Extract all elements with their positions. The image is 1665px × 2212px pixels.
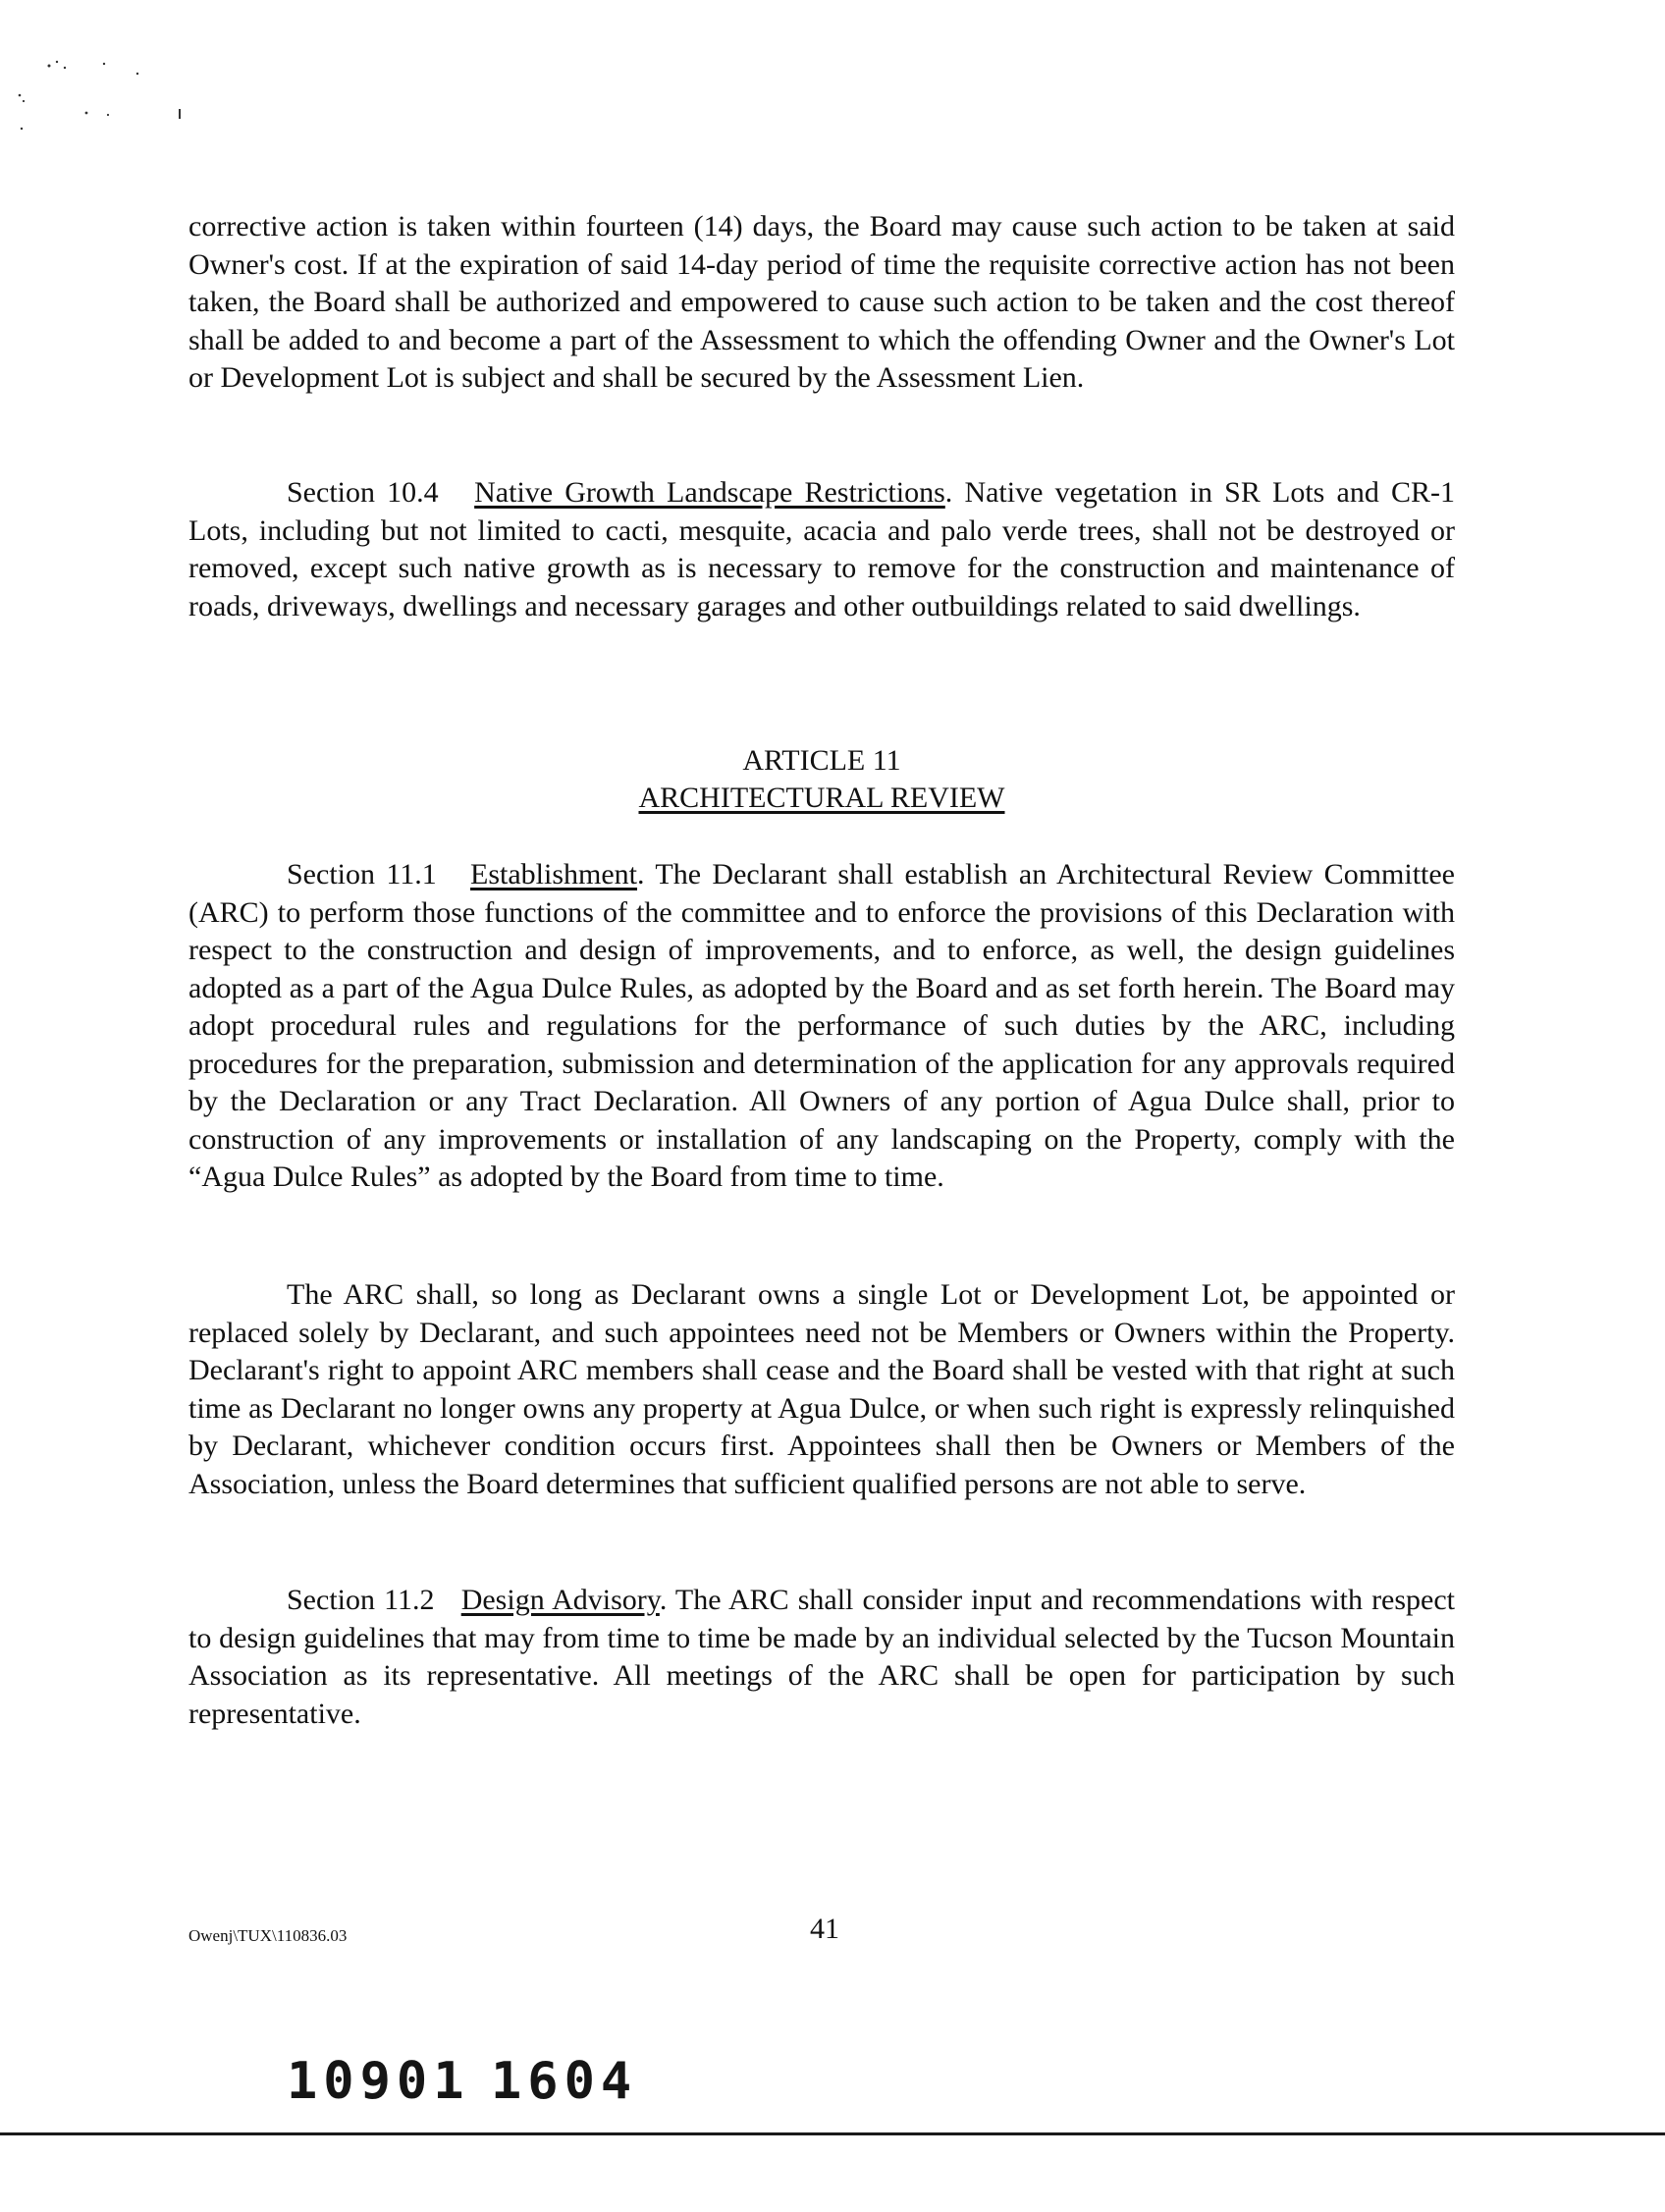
section-10-4 — [188, 474, 1455, 625]
bottom-rule — [0, 2132, 1665, 2135]
arc-appointment-text: The ARC shall, so long as Declarant owns a single Lot or Development Lot, be appointed or replaced solely by Declarant, and such appointees need not be Members or Owners within the Property. Declarant's right to appoint ARC members shall cease and the Board shall be vested with that right at such time as Declarant no longer owns any property at Agua Dulce, or when such right is expressly relinquished by Declarant, whichever condition occurs first. Appointees shall then be Owners or Members of the Association, unless the Board determines that sufficient qualified persons are not able to serve. — [188, 1278, 1455, 1500]
section-11-1-text: . The Declarant shall establish an Architectural Review Committee (ARC) to perform those functions of the committee and to enforce the provisions of this Declaration with respect to the construction and design of improvements, and to enforce, as well, the design guidelines adopted as a part of the Agua Dulce Rules, as adopted by the Board and as set forth herein. The Board may adopt procedural rules and regulations for the performance of such duties by the ARC, including procedures for the preparation, submission and determination of the application for any approvals required by the Declaration or any Tract Declaration. All Owners of any portion of Agua Dulce shall, prior to construction of any improvements or installation of any landscaping on the Property, comply with the “Agua Dulce Rules” as adopted by the Board from time to time. — [188, 858, 1456, 1193]
section-10-4-text: . Native vegetation in SR Lots and CR-1 Lots, including but not limited to cacti, mesquite, acacia and palo verde trees, shall not be destroyed or removed, except such native growth as is necessary to remove for the construction and maintenance of roads, driveways, dwellings and necessary garages and other outbuildings related to said dwellings. — [188, 476, 1455, 622]
arc-appointment-paragraph — [188, 1276, 1455, 1503]
continuation-paragraph — [188, 208, 1455, 398]
section-10-4-number: Section 10.4 — [287, 476, 439, 509]
recording-page-number: 1604 — [491, 2052, 638, 2111]
footer-file-reference: Owenj\TUX\110836.03 — [188, 1926, 348, 1945]
article-title: ARCHITECTURAL REVIEW — [638, 782, 1005, 814]
section-11-2-title: Design Advisory — [460, 1584, 660, 1616]
article-label: ARTICLE 11 — [742, 744, 901, 777]
section-11-1 — [188, 856, 1455, 1197]
section-10-4-title: Native Growth Landscape Restrictions — [474, 476, 945, 509]
continuation-text: corrective action is taken within fourteen (14) days, the Board may cause such action to be taken at said Owner's cost. If at the expiration of said 14-day period of time the requisite corrective action has not been taken, the Board shall be authorized and empowered to cause such action to be taken and the cost thereof shall be added to and become a part of the Assessment to which the offending Owner and the Owner's Lot or Development Lot is subject and shall be secured by the Assessment Lien. — [188, 210, 1455, 394]
section-11-2-text: . The ARC shall consider input and recommendations with respect to design guidelines that may from time to time be made by an individual selected by the Tucson Mountain Association as its representative. All meetings of the ARC shall be open for participation by such representative. — [188, 1584, 1456, 1730]
section-11-2-number: Section 11.2 — [287, 1584, 435, 1616]
section-11-1-number: Section 11.1 — [287, 858, 437, 890]
article-title-wrap — [188, 780, 1455, 817]
scan-specks — [10, 54, 206, 133]
section-11-2 — [188, 1582, 1455, 1733]
page-number: 41 — [810, 1913, 839, 1945]
recording-docket-number: 10901 — [287, 2052, 470, 2111]
section-11-1-title: Establishment — [470, 858, 638, 890]
